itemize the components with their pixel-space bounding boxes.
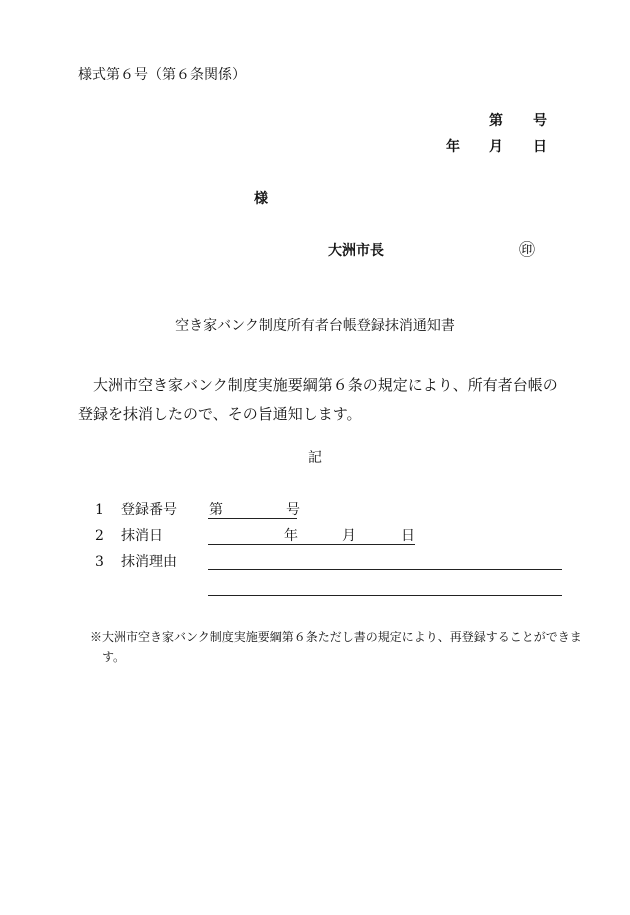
seal-icon: ㊞ <box>519 240 536 259</box>
item-1-dai: 第 <box>209 502 223 518</box>
doc-number-go: 号 <box>533 113 547 129</box>
date-month: 月 <box>489 139 503 155</box>
date-day: 日 <box>533 139 547 155</box>
item-2-underline <box>208 544 415 545</box>
item-3-underline-1 <box>208 569 562 570</box>
item-2-year: 年 <box>284 528 298 544</box>
doc-number-dai: 第 <box>489 113 503 129</box>
item-1-label: 登録番号 <box>121 502 177 518</box>
item-3-label: 抹消理由 <box>121 554 177 570</box>
body-text: 大洲市空き家バンク制度実施要綱第６条の規定により、所有者台帳の登録を抹消したので、その旨通知します。 <box>78 376 558 423</box>
item-1-number: 1 <box>95 502 104 518</box>
ki-heading: 記 <box>308 450 322 466</box>
document-title: 空き家バンク制度所有者台帳登録抹消通知書 <box>175 318 455 334</box>
item-2-day: 日 <box>401 528 415 544</box>
item-2-label: 抹消日 <box>121 528 163 544</box>
item-2-number: 2 <box>95 528 104 544</box>
item-1-go: 号 <box>286 502 300 518</box>
form-number-label: 様式第６号（第６条関係） <box>78 67 246 83</box>
item-1-underline <box>208 518 297 519</box>
item-2-month: 月 <box>342 528 356 544</box>
item-3-underline-2 <box>208 595 562 596</box>
footnote: ※大洲市空き家バンク制度実施要綱第６条ただし書の規定により、再登録することができます。 <box>90 630 582 664</box>
recipient-suffix: 様 <box>254 191 268 207</box>
item-3-number: 3 <box>95 554 104 570</box>
date-year: 年 <box>446 139 460 155</box>
issuer-name: 大洲市長 <box>328 243 384 259</box>
